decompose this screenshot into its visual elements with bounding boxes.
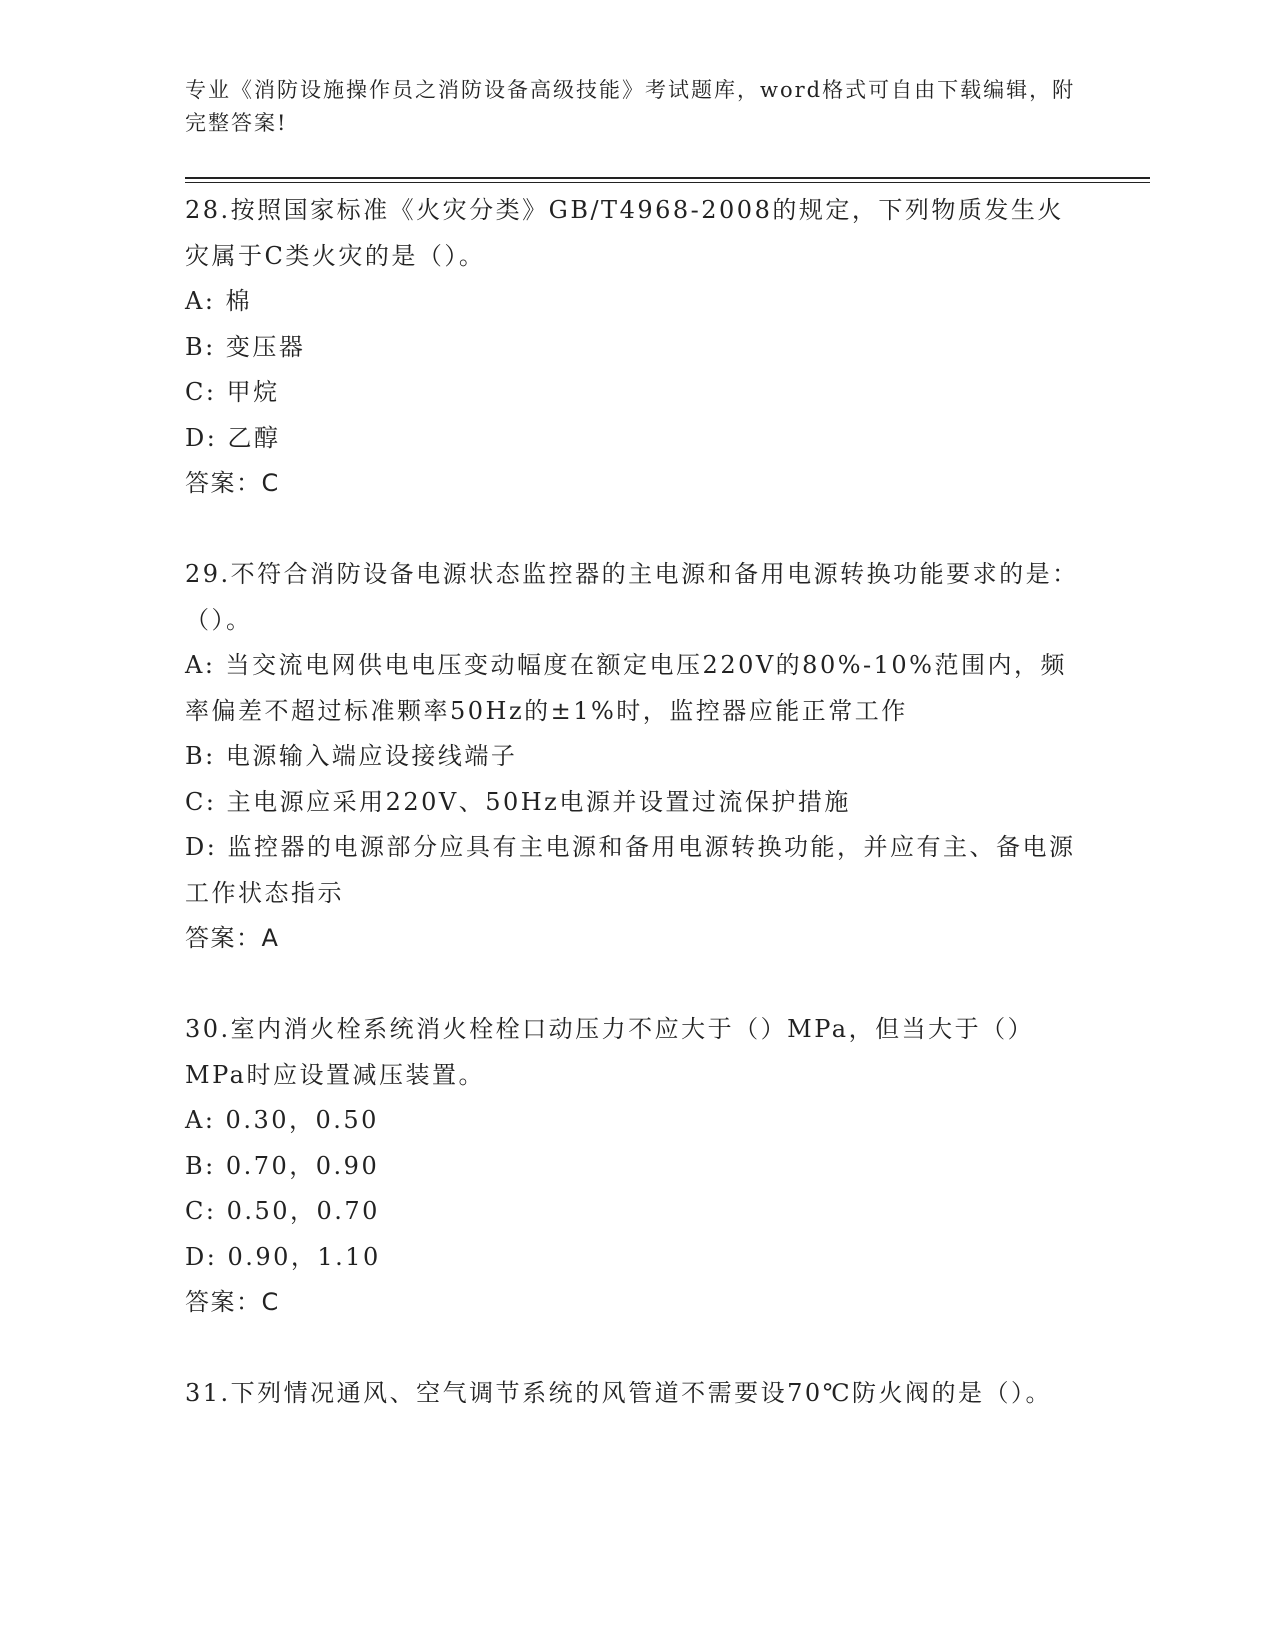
- header-divider-thick: [185, 177, 1150, 179]
- answer-text: 答案：C: [185, 1288, 280, 1316]
- question-31: [185, 1371, 1085, 1417]
- option-b: B: 0.70，0.90: [185, 1151, 380, 1180]
- option-d: D: 监控器的电源部分应具有主电源和备用电源转换功能，并应有主、备电源工作状态指示: [185, 833, 1076, 907]
- question-stem: 31.下列情况通风、空气调节系统的风管道不需要设70℃防火阀的是（）。: [185, 1379, 1053, 1407]
- question-stem: 30.室内消火栓系统消火栓栓口动压力不应大于（）MPa，但当大于（）MPa时应设置减压装置。: [185, 1015, 1035, 1089]
- question-28: [185, 188, 1085, 507]
- question-29: [185, 552, 1085, 962]
- header-divider-thin: [185, 182, 1150, 183]
- question-30: [185, 1007, 1085, 1326]
- option-c: C: 甲烷: [185, 378, 280, 406]
- answer-text: 答案：C: [185, 469, 280, 497]
- option-c: C: 主电源应采用220V、50Hz电源并设置过流保护措施: [185, 787, 851, 816]
- option-a: A: 0.30，0.50: [185, 1106, 379, 1134]
- option-d: D: 乙醇: [185, 423, 281, 452]
- option-b: B: 电源输入端应设接线端子: [185, 742, 518, 770]
- question-stem: 29.不符合消防设备电源状态监控器的主电源和备用电源转换功能要求的是：（）。: [185, 560, 1079, 634]
- option-a: A: 棉: [185, 287, 253, 315]
- header-intro-text: 专业《消防设施操作员之消防设备高级技能》考试题库，word格式可自由下载编辑，附完整答案!: [185, 78, 1076, 135]
- answer-text: 答案：A: [185, 924, 280, 952]
- option-a: A: 当交流电网供电电压变动幅度在额定电压220V的80%-10%范围内，频率偏差不超过标准颗率50Hz的±1%时，监控器应能正常工作: [185, 651, 1067, 725]
- option-b: B: 变压器: [185, 332, 306, 361]
- document-header: [185, 74, 1085, 140]
- option-d: D: 0.90，1.10: [185, 1242, 381, 1271]
- option-c: C: 0.50，0.70: [185, 1197, 380, 1225]
- question-stem: 28.按照国家标准《火灾分类》GB/T4968-2008的规定，下列物质发生火灾属于C类火灾的是（）。: [185, 196, 1064, 270]
- question-list: [185, 188, 1085, 1462]
